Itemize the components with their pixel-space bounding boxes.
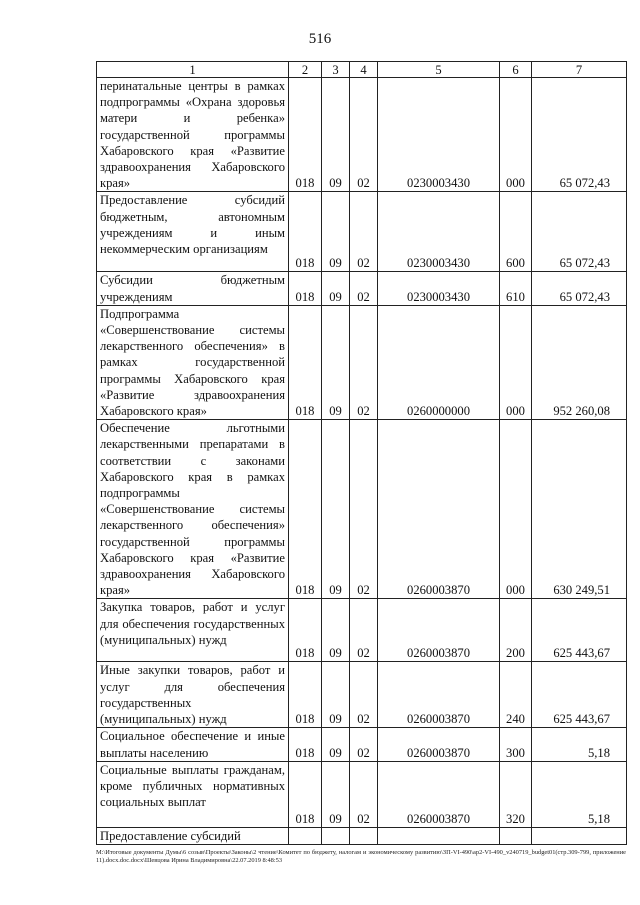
target-article-cell: 0230003430 [378,78,500,192]
expense-type-cell: 600 [500,192,532,272]
amount-cell: 65 072,43 [532,272,627,305]
table-row [97,599,627,662]
column-header: 2 [289,62,322,78]
table-row [97,305,627,419]
expense-type-cell: 320 [500,761,532,827]
amount-cell [532,827,627,844]
budget-table [96,61,627,845]
gr-code-cell: 018 [289,78,322,192]
gr-code-cell: 018 [289,662,322,728]
section-cell: 09 [322,272,350,305]
table-row [97,761,627,827]
amount-cell: 65 072,43 [532,78,627,192]
amount-cell: 625 443,67 [532,599,627,662]
section-cell [322,827,350,844]
expense-type-cell: 240 [500,662,532,728]
gr-code-cell: 018 [289,305,322,419]
target-article-cell: 0260003870 [378,420,500,599]
column-header: 5 [378,62,500,78]
column-header: 3 [322,62,350,78]
section-cell: 09 [322,305,350,419]
target-article-cell: 0260000000 [378,305,500,419]
gr-code-cell: 018 [289,599,322,662]
subsection-cell: 02 [350,662,378,728]
gr-code-cell: 018 [289,761,322,827]
table-row [97,78,627,192]
column-header: 1 [97,62,289,78]
header-row [97,62,627,78]
section-cell: 09 [322,78,350,192]
row-name-cell: Обеспечение льготными лекарственными препаратами в соответствии с законами Хабаровского края в рамках подпрограммы «Совершенствование системы лекарственного обеспечения» государственной программы Хабаровского края «Развитие здравоохранения Хабаровского края» [97,420,289,599]
subsection-cell [350,827,378,844]
subsection-cell: 02 [350,761,378,827]
subsection-cell: 02 [350,305,378,419]
row-name-cell: Субсидии бюджетным учреждениям [97,272,289,305]
amount-cell: 952 260,08 [532,305,627,419]
row-name-cell: Подпрограмма «Совершенствование системы лекарственного обеспечения» в рамках государственной программы Хабаровского края «Развитие здравоохранения Хабаровского края» [97,305,289,419]
table-row [97,420,627,599]
row-name-cell: Социальное обеспечение и иные выплаты населению [97,728,289,761]
gr-code-cell: 018 [289,420,322,599]
target-article-cell: 0260003870 [378,662,500,728]
expense-type-cell [500,827,532,844]
expense-type-cell: 200 [500,599,532,662]
expense-type-cell: 610 [500,272,532,305]
table-row [97,192,627,272]
expense-type-cell: 000 [500,305,532,419]
column-header: 4 [350,62,378,78]
amount-cell: 65 072,43 [532,192,627,272]
gr-code-cell: 018 [289,192,322,272]
row-name-cell: перинатальные центры в рамках подпрограммы «Охрана здоровья матери и ребенка» государственной программы Хабаровского края «Развитие здравоохранения Хабаровского края» [97,78,289,192]
subsection-cell: 02 [350,420,378,599]
gr-code-cell [289,827,322,844]
section-cell: 09 [322,420,350,599]
page-number: 516 [308,31,332,47]
subsection-cell: 02 [350,192,378,272]
column-header: 6 [500,62,532,78]
expense-type-cell: 000 [500,420,532,599]
target-article-cell: 0260003870 [378,599,500,662]
section-cell: 09 [322,599,350,662]
amount-cell: 625 443,67 [532,662,627,728]
target-article-cell [378,827,500,844]
amount-cell: 5,18 [532,728,627,761]
gr-code-cell: 018 [289,728,322,761]
subsection-cell: 02 [350,78,378,192]
table-row [97,272,627,305]
amount-cell: 630 249,51 [532,420,627,599]
document-path-footer: M:\Итоговые документы Думы\6 созыв\Проекты\Законы\2 чтение\Комитет по бюджету, налогам и экономическому развитию\ЗП-VI-490\ар2-VI-490_v240719_budget01(стр.309-799, приложение 11).docx.doc.docx\Шевцова Ирина Владимировна\22.07.2019 8:48:53 [96,849,626,864]
section-cell: 09 [322,761,350,827]
row-name-cell: Иные закупки товаров, работ и услуг для обеспечения государственных (муниципальных) нужд [97,662,289,728]
subsection-cell: 02 [350,728,378,761]
table-row [97,827,627,844]
section-cell: 09 [322,728,350,761]
amount-cell: 5,18 [532,761,627,827]
target-article-cell: 0260003870 [378,728,500,761]
table-row [97,728,627,761]
row-name-cell: Закупка товаров, работ и услуг для обеспечения государственных (муниципальных) нужд [97,599,289,662]
gr-code-cell: 018 [289,272,322,305]
expense-type-cell: 000 [500,78,532,192]
section-cell: 09 [322,662,350,728]
subsection-cell: 02 [350,599,378,662]
column-header: 7 [532,62,627,78]
expense-type-cell: 300 [500,728,532,761]
row-name-cell: Социальные выплаты гражданам, кроме публичных нормативных социальных выплат [97,761,289,827]
table-row [97,662,627,728]
row-name-cell: Предоставление субсидий [97,827,289,844]
subsection-cell: 02 [350,272,378,305]
row-name-cell: Предоставление субсидий бюджетным, автономным учреждениям и иным некоммерческим организациям [97,192,289,272]
target-article-cell: 0260003870 [378,761,500,827]
section-cell: 09 [322,192,350,272]
target-article-cell: 0230003430 [378,192,500,272]
target-article-cell: 0230003430 [378,272,500,305]
